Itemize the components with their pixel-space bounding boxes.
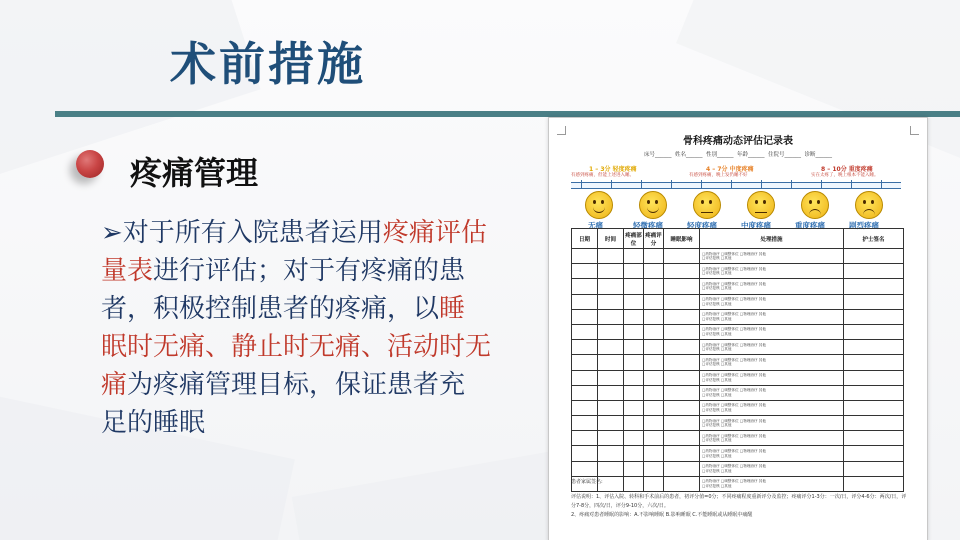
table-cell (644, 370, 664, 385)
table-cell (572, 461, 598, 476)
scale-tick (581, 180, 582, 189)
scale-tick (641, 180, 642, 189)
option-line: □评估复核 □其他 (702, 301, 732, 306)
column-header: 处理措施 (700, 229, 844, 249)
info-field: 年龄______ (737, 152, 765, 158)
table-cell (644, 340, 664, 355)
treatment-options-cell (700, 400, 844, 415)
table-cell (664, 294, 700, 309)
scale-tick (761, 180, 762, 189)
table-cell (664, 370, 700, 385)
table-row (572, 461, 904, 476)
table-cell (664, 355, 700, 370)
table-cell (844, 324, 904, 339)
neutral-face-icon (693, 191, 721, 219)
scale-tick (731, 180, 732, 189)
table-row (572, 264, 904, 279)
table-row (572, 431, 904, 446)
option-line: □药物治疗 □调整体位 □物理治疗 其他 (702, 357, 766, 362)
scale-range-note: 有感到疼痛，晚上发仍睡不好 (689, 173, 748, 178)
table-cell (572, 385, 598, 400)
smiley-face-icon (585, 191, 613, 219)
body-text-emphasis: 疼痛评估量表 (101, 218, 487, 286)
table-row (572, 416, 904, 431)
table-cell (644, 431, 664, 446)
body-paragraph (101, 214, 491, 442)
option-line: □药物治疗 □调整体位 □物理治疗 其他 (702, 327, 766, 332)
table-cell (572, 431, 598, 446)
info-field: 姓名______ (674, 152, 703, 158)
table-cell (624, 400, 644, 415)
column-header: 日期 (572, 229, 598, 249)
form-note: 评估说明：1、评估入院、转科和手术前后的患者，初评分值=0分；不同疼痛程度重新评分及监控；疼痛评分1-3分：一次/日，评分4-6分：两次/日，评分7-8分，四次/日，评分9-10分，六次/日。 (571, 494, 907, 509)
option-line: □评估复核 □其他 (702, 316, 732, 321)
table-cell (624, 279, 644, 294)
table-cell (644, 264, 664, 279)
table-cell (624, 385, 644, 400)
table-cell (844, 340, 904, 355)
form-notes (571, 493, 911, 520)
smiley-face-icon (639, 191, 667, 219)
table-cell (598, 340, 624, 355)
option-line: □评估复核 □其他 (702, 392, 732, 397)
table-cell (624, 355, 644, 370)
table-cell (624, 416, 644, 431)
table-cell (844, 431, 904, 446)
crying-face-icon (855, 191, 883, 219)
treatment-options-cell (700, 340, 844, 355)
table-cell (664, 264, 700, 279)
table-cell (664, 400, 700, 415)
form-info-fields (549, 150, 927, 158)
option-line: □评估复核 □其他 (702, 483, 732, 488)
info-field: 床号______ (643, 152, 672, 158)
scale-range-label: 8 – 10分 重度疼痛 (821, 166, 873, 173)
table-cell (644, 446, 664, 461)
info-field: 诊断______ (804, 152, 833, 158)
option-line: □药物治疗 □调整体位 □物理治疗 其他 (702, 281, 766, 286)
info-field: 住院号______ (768, 152, 802, 158)
table-cell (598, 400, 624, 415)
table-cell (844, 355, 904, 370)
scale-tick (791, 180, 792, 189)
option-line: □药物治疗 □调整体位 □物理治疗 其他 (702, 433, 766, 438)
option-line: □药物治疗 □调整体位 □物理治疗 其他 (702, 297, 766, 302)
option-line: □评估复核 □其他 (702, 377, 732, 382)
table-cell (624, 324, 644, 339)
option-line: □药物治疗 □调整体位 □物理治疗 其他 (702, 403, 766, 408)
table-cell (572, 279, 598, 294)
treatment-options-cell (700, 476, 844, 491)
column-header: 睡眠影响 (664, 229, 700, 249)
table-cell (844, 249, 904, 264)
table-cell (598, 264, 624, 279)
table-cell (598, 416, 624, 431)
table-row (572, 385, 904, 400)
table-cell (624, 461, 644, 476)
scale-range-note: 实在太疼了，晚上根本不能入睡。 (811, 173, 879, 178)
table-body (572, 249, 904, 492)
table-cell (664, 446, 700, 461)
table-cell (624, 309, 644, 324)
body-text-segment: 进行评估；对于有疼痛的患者，积极控制患者的疼痛，以 (101, 256, 466, 324)
table-cell (664, 340, 700, 355)
scale-tick (881, 180, 882, 189)
treatment-options-cell (700, 294, 844, 309)
table-cell (844, 370, 904, 385)
option-line: □药物治疗 □调整体位 □物理治疗 其他 (702, 373, 766, 377)
treatment-options-cell (700, 370, 844, 385)
form-title: 骨科疼痛动态评估记录表 (683, 136, 793, 147)
table-cell (644, 476, 664, 491)
table-cell (644, 355, 664, 370)
arrow-bullet-icon: ➢ (101, 218, 123, 248)
pain-assessment-form-image (548, 117, 928, 540)
treatment-options-cell (700, 249, 844, 264)
assessment-table (571, 228, 904, 492)
table-cell (598, 446, 624, 461)
option-line: □评估复核 □其他 (702, 423, 732, 428)
treatment-options-cell (700, 264, 844, 279)
table-cell (572, 324, 598, 339)
option-line: □药物治疗 □调整体位 □物理治疗 其他 (702, 312, 766, 317)
table-cell (572, 400, 598, 415)
table-cell (598, 324, 624, 339)
option-line: □药物治疗 □调整体位 □物理治疗 其他 (702, 266, 766, 271)
table-cell (664, 249, 700, 264)
table-cell (572, 416, 598, 431)
table-cell (844, 309, 904, 324)
table-cell (844, 400, 904, 415)
scale-tick (701, 180, 702, 189)
treatment-options-cell (700, 416, 844, 431)
section-bullet-icon (76, 150, 104, 178)
table-cell (598, 279, 624, 294)
family-signature-label: 患者家属签名: (571, 479, 603, 485)
table-cell (844, 294, 904, 309)
table-cell (572, 370, 598, 385)
table-cell (664, 385, 700, 400)
slide-title: 术前措施 (170, 37, 366, 91)
option-line: □药物治疗 □调整体位 □物理治疗 其他 (702, 479, 766, 484)
table-row (572, 476, 904, 491)
table-cell (664, 431, 700, 446)
table-cell (644, 416, 664, 431)
column-header: 时间 (598, 229, 624, 249)
table-cell (598, 249, 624, 264)
sad-face-icon (801, 191, 829, 219)
table-cell (844, 264, 904, 279)
table-row (572, 324, 904, 339)
table-row (572, 294, 904, 309)
column-header: 疼痛评分 (644, 229, 664, 249)
option-line: □评估复核 □其他 (702, 332, 732, 337)
option-line: □药物治疗 □调整体位 □物理治疗 其他 (702, 251, 766, 256)
treatment-options-cell (700, 385, 844, 400)
neutral-face-icon (747, 191, 775, 219)
treatment-options-cell (700, 446, 844, 461)
option-line: □评估复核 □其他 (702, 407, 732, 412)
face-caption: 剧烈疼痛 (849, 221, 879, 230)
table-cell (644, 279, 664, 294)
option-line: □评估复核 □其他 (702, 438, 732, 443)
option-line: □药物治疗 □调整体位 □物理治疗 其他 (702, 464, 766, 469)
table-row (572, 400, 904, 415)
table-cell (844, 446, 904, 461)
table-cell (624, 294, 644, 309)
table-cell (598, 431, 624, 446)
treatment-options-cell (700, 355, 844, 370)
face-caption: 无痛 (588, 221, 603, 230)
table-cell (664, 461, 700, 476)
table-cell (644, 294, 664, 309)
column-header: 疼痛部位 (624, 229, 644, 249)
table-cell (624, 340, 644, 355)
treatment-options-cell (700, 431, 844, 446)
table-cell (644, 249, 664, 264)
option-line: □药物治疗 □调整体位 □物理治疗 其他 (702, 388, 766, 393)
info-field: 性别______ (705, 152, 734, 158)
treatment-options-cell (700, 309, 844, 324)
option-line: □评估复核 □其他 (702, 256, 732, 261)
table-cell (572, 355, 598, 370)
table-cell (598, 385, 624, 400)
table-cell (644, 324, 664, 339)
table-cell (844, 385, 904, 400)
table-row (572, 340, 904, 355)
option-line: □药物治疗 □调整体位 □物理治疗 其他 (702, 448, 766, 453)
option-line: □评估复核 □其他 (702, 362, 732, 367)
face-caption: 轻度疼痛 (687, 221, 717, 230)
option-line: □药物治疗 □调整体位 □物理治疗 其他 (702, 342, 766, 347)
table-cell (664, 324, 700, 339)
scale-range-label: 1 – 3分 轻度疼痛 (589, 166, 637, 173)
table-cell (664, 279, 700, 294)
table-cell (844, 476, 904, 491)
table-cell (624, 370, 644, 385)
table-header-row (572, 229, 904, 249)
table-cell (624, 476, 644, 491)
column-header: 护士签名 (844, 229, 904, 249)
table-cell (598, 309, 624, 324)
table-cell (598, 370, 624, 385)
pain-scale (571, 164, 901, 228)
table-row (572, 249, 904, 264)
option-line: □评估复核 □其他 (702, 453, 732, 458)
body-text-segment: 为疼痛管理目标，保证患者充足的睡眠 (101, 370, 466, 438)
option-line: □评估复核 □其他 (702, 271, 732, 276)
table-cell (624, 431, 644, 446)
table-row (572, 309, 904, 324)
face-caption: 中度疼痛 (741, 221, 771, 230)
body-text-segment: 对于所有入院患者运用 (122, 218, 383, 248)
table-cell (644, 385, 664, 400)
table-cell (624, 264, 644, 279)
table-cell (598, 461, 624, 476)
table-cell (572, 249, 598, 264)
table-cell (664, 476, 700, 491)
body-text-emphasis: 睡眠时无痛、静止时无痛、活动时无痛 (101, 294, 492, 400)
table-cell (644, 461, 664, 476)
table-cell (598, 294, 624, 309)
table-cell (844, 461, 904, 476)
scale-tick (821, 180, 822, 189)
option-line: □评估复核 □其他 (702, 347, 732, 352)
scale-tick (611, 180, 612, 189)
table-cell (624, 249, 644, 264)
table-cell (572, 264, 598, 279)
table-cell (644, 309, 664, 324)
scale-tick (671, 180, 672, 189)
face-caption: 重度疼痛 (795, 221, 825, 230)
option-line: □药物治疗 □调整体位 □物理治疗 其他 (702, 418, 766, 423)
face-caption: 轻微疼痛 (633, 221, 663, 230)
scale-range-note: 有感到疼痛，但能上述进入睡。 (571, 173, 634, 178)
table-cell (572, 294, 598, 309)
option-line: □评估复核 □其他 (702, 286, 732, 291)
treatment-options-cell (700, 461, 844, 476)
table-cell (844, 279, 904, 294)
treatment-options-cell (700, 279, 844, 294)
table-row (572, 446, 904, 461)
table-cell (572, 340, 598, 355)
table-cell (844, 416, 904, 431)
table-row (572, 355, 904, 370)
table-cell (572, 446, 598, 461)
table-cell (664, 309, 700, 324)
treatment-options-cell (700, 324, 844, 339)
table-cell (664, 416, 700, 431)
table-cell (624, 446, 644, 461)
option-line: □评估复核 □其他 (702, 468, 732, 473)
table-cell (598, 355, 624, 370)
form-note: 2、疼痛对患者睡眠的影响：A.不影响睡眠 B.影响睡眠 C.不能睡眠或从睡眠中痛醒 (571, 512, 753, 518)
section-heading: 疼痛管理 (130, 154, 259, 192)
table-row (572, 370, 904, 385)
table-cell (644, 400, 664, 415)
scale-tick (851, 180, 852, 189)
table-row (572, 279, 904, 294)
table-cell (572, 309, 598, 324)
scale-range-label: 4 – 7分 中度疼痛 (706, 166, 754, 173)
